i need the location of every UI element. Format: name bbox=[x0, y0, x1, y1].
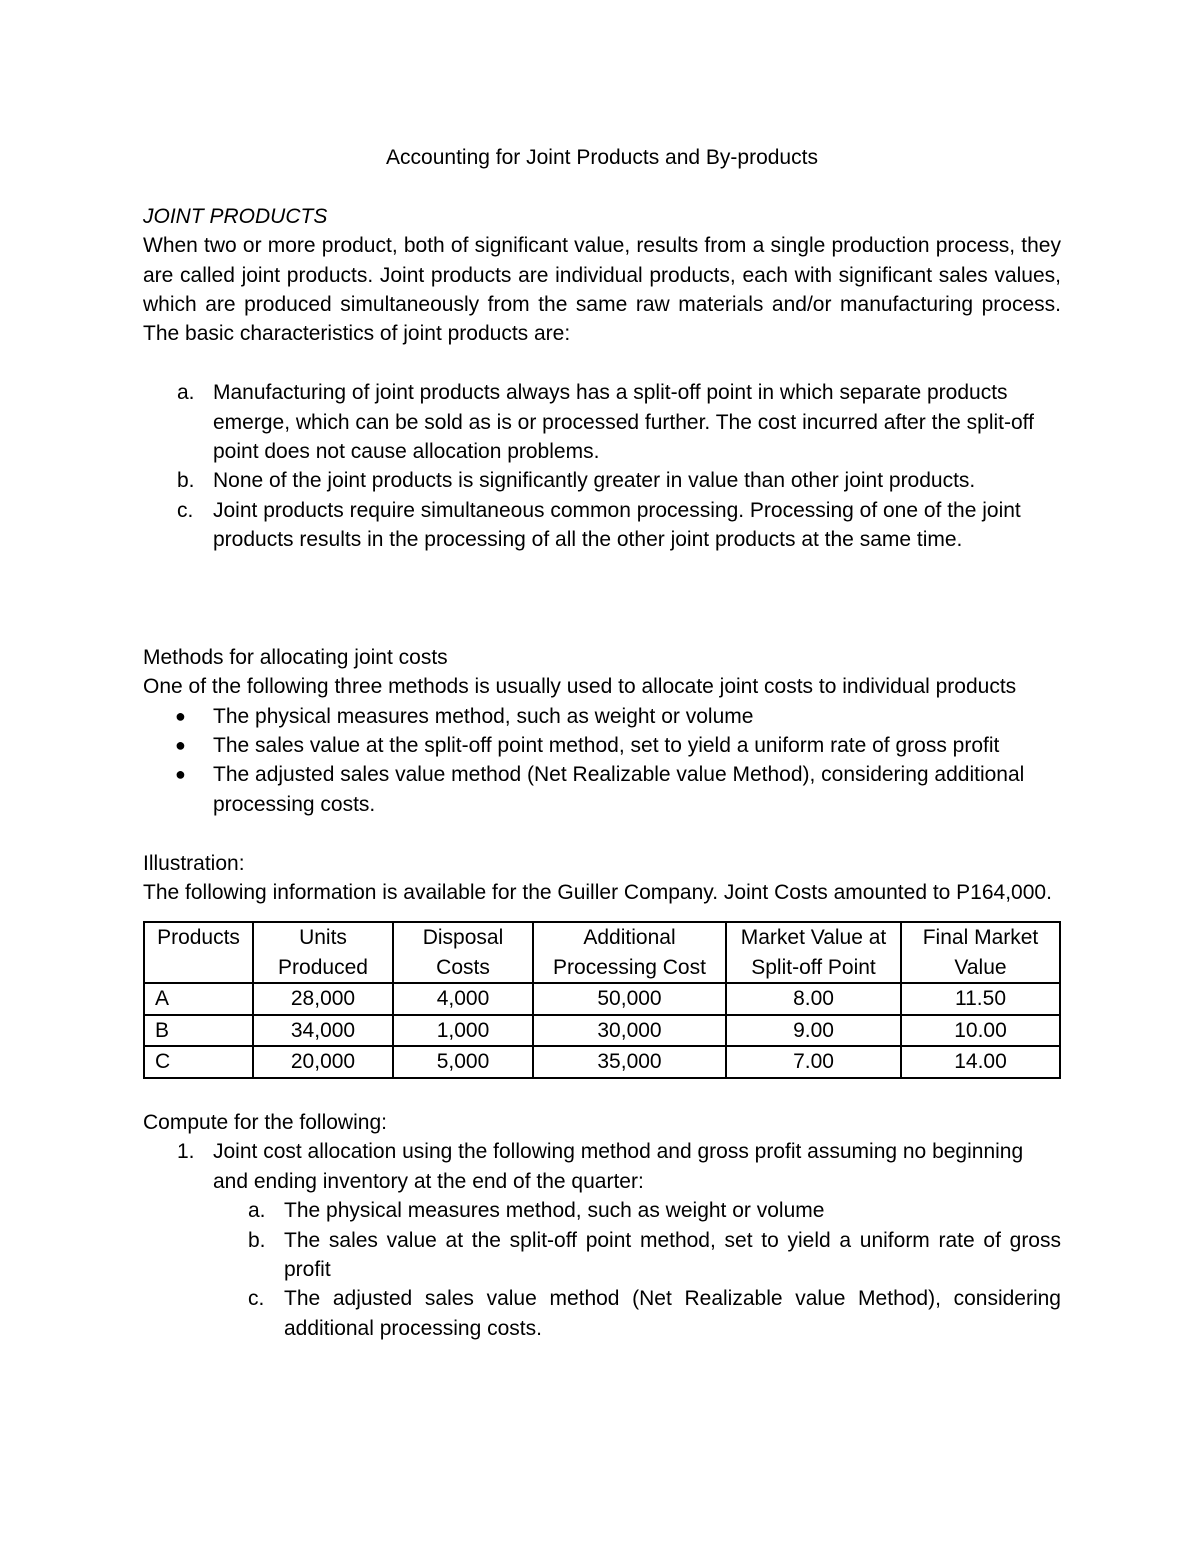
table-cell: 35,000 bbox=[533, 1046, 726, 1077]
blank-line bbox=[143, 1079, 1061, 1108]
table-header-cell bbox=[393, 922, 533, 983]
header-line: Units bbox=[299, 926, 347, 950]
joint-products-heading: JOINT PRODUCTS bbox=[143, 204, 328, 228]
table-cell: 34,000 bbox=[253, 1015, 393, 1046]
illustration-heading: Illustration: bbox=[143, 851, 245, 875]
list-item-text: The adjusted sales value method (Net Realizable value Method), considering additional processing costs. bbox=[213, 763, 1025, 816]
document-title: Accounting for Joint Products and By-products bbox=[386, 146, 818, 169]
table-cell: A bbox=[144, 983, 253, 1014]
list-item bbox=[143, 466, 1061, 495]
table-header-row bbox=[144, 922, 1060, 983]
illustration-text: The following information is available for the Guiller Company. Joint Costs amounted to P164,000. bbox=[143, 881, 1052, 905]
header-line: Market Value at bbox=[740, 926, 887, 950]
table-cell: 7.00 bbox=[726, 1046, 901, 1077]
table-cell: 14.00 bbox=[901, 1046, 1060, 1077]
table-header-cell bbox=[144, 922, 253, 983]
table-cell: 8.00 bbox=[726, 983, 901, 1014]
header-line: Produced bbox=[278, 955, 368, 979]
header-line: Value bbox=[954, 955, 1007, 979]
compute-list bbox=[143, 1137, 1061, 1196]
list-item bbox=[143, 496, 1061, 555]
list-item-text: Joint cost allocation using the following method and gross profit assuming no beginning and ending inventory at the end of the quarter: bbox=[213, 1140, 1024, 1193]
table-row bbox=[144, 983, 1060, 1014]
list-item-text: The sales value at the split-off point method, set to yield a uniform rate of gross profit bbox=[213, 734, 1000, 758]
list-item bbox=[143, 1284, 1061, 1343]
list-item bbox=[143, 1196, 1061, 1225]
bullet-icon: ● bbox=[175, 735, 186, 756]
header-line: Costs bbox=[436, 955, 490, 979]
methods-list bbox=[143, 702, 1061, 820]
header-line: Processing Cost bbox=[553, 955, 706, 979]
table-header-cell bbox=[901, 922, 1060, 983]
list-marker: a. bbox=[177, 381, 195, 405]
list-item bbox=[143, 1226, 1061, 1285]
table-cell: 11.50 bbox=[901, 983, 1060, 1014]
list-item bbox=[143, 702, 1061, 731]
list-item bbox=[143, 731, 1061, 760]
table-cell: 9.00 bbox=[726, 1015, 901, 1046]
list-item-text: The physical measures method, such as weight or volume bbox=[213, 704, 754, 728]
table-row bbox=[144, 1015, 1060, 1046]
list-marker: a. bbox=[248, 1199, 266, 1223]
list-marker: b. bbox=[248, 1228, 266, 1252]
blank-line bbox=[143, 172, 1061, 201]
table-cell: 5,000 bbox=[393, 1046, 533, 1077]
list-item-text: The physical measures method, such as weight or volume bbox=[284, 1199, 825, 1223]
list-marker: c. bbox=[248, 1287, 265, 1311]
header-line bbox=[149, 953, 248, 982]
methods-intro: One of the following three methods is usually used to allocate joint costs to individual products bbox=[143, 675, 1017, 699]
table-cell: 20,000 bbox=[253, 1046, 393, 1077]
characteristics-list bbox=[143, 378, 1061, 554]
list-item bbox=[143, 760, 1061, 819]
blank-line bbox=[143, 613, 1061, 642]
header-line: Split-off Point bbox=[751, 955, 876, 979]
blank-line bbox=[143, 819, 1061, 848]
list-item-text: None of the joint products is significantly greater in value than other joint products. bbox=[213, 469, 976, 493]
list-marker: 1. bbox=[177, 1140, 195, 1164]
table-cell: B bbox=[144, 1015, 253, 1046]
table-cell: 50,000 bbox=[533, 983, 726, 1014]
list-item-text: The sales value at the split-off point method, set to yield a uniform rate of gross profit bbox=[284, 1228, 1061, 1281]
list-marker: c. bbox=[177, 498, 194, 522]
table-header-cell bbox=[253, 922, 393, 983]
list-item-text: Joint products require simultaneous common processing. Processing of one of the joint products results in the processing of all the other joint products at the same time. bbox=[213, 498, 1021, 552]
methods-heading: Methods for allocating joint costs bbox=[143, 645, 448, 669]
list-marker: b. bbox=[177, 469, 195, 493]
joint-products-intro: When two or more product, both of significant value, results from a single production process, they are called joint products. Joint products are individual products, each with significant sales values, which are produced simultaneously from the same raw materials and/or manufacturing process. The basic characteristics of joint products are: bbox=[143, 234, 1061, 346]
table-cell: 4,000 bbox=[393, 983, 533, 1014]
header-line: Products bbox=[157, 926, 240, 950]
blank-line bbox=[143, 349, 1061, 378]
table-cell: 30,000 bbox=[533, 1015, 726, 1046]
blank-lines bbox=[143, 555, 1061, 614]
compute-sublist bbox=[143, 1196, 1061, 1343]
table-cell: C bbox=[144, 1046, 253, 1077]
compute-heading: Compute for the following: bbox=[143, 1110, 387, 1134]
header-line: Final Market bbox=[922, 926, 1039, 950]
table-cell: 10.00 bbox=[901, 1015, 1060, 1046]
table-cell: 28,000 bbox=[253, 983, 393, 1014]
header-line: Disposal bbox=[422, 926, 504, 950]
list-item-text: Manufacturing of joint products always has a split-off point in which separate products emerge, which can be sold as is or processed further. The cost incurred after the split-off point does not cause allocation problems. bbox=[213, 381, 1034, 464]
list-item bbox=[143, 1137, 1061, 1196]
bullet-icon: ● bbox=[175, 705, 186, 726]
table-header-cell bbox=[533, 922, 726, 983]
list-item-text: The adjusted sales value method (Net Realizable value Method), considering additional processing costs. bbox=[284, 1287, 1061, 1340]
products-table bbox=[143, 921, 1061, 1078]
list-item bbox=[143, 378, 1061, 466]
table-cell: 1,000 bbox=[393, 1015, 533, 1046]
table-row bbox=[144, 1046, 1060, 1077]
bullet-icon: ● bbox=[175, 764, 186, 785]
document-page bbox=[143, 143, 1061, 1343]
header-line: Additional bbox=[583, 926, 676, 950]
table-header-cell bbox=[726, 922, 901, 983]
